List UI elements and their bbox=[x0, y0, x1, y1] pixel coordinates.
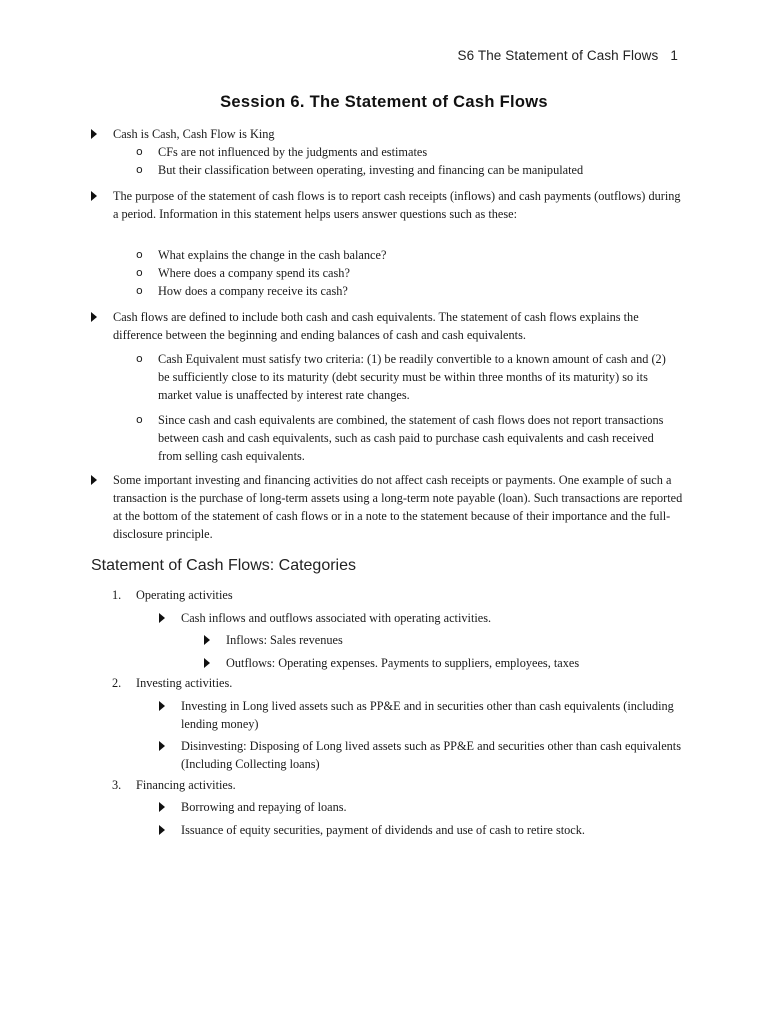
triangle-bullet-icon bbox=[159, 737, 165, 756]
running-header bbox=[458, 47, 678, 65]
circle-bullet-icon: o bbox=[136, 266, 143, 279]
triangle-bullet-icon bbox=[159, 697, 165, 716]
sub-bullet-text: Where does a company spend its cash? bbox=[158, 266, 350, 280]
bullet-item bbox=[113, 471, 683, 543]
sub-bullet-text: What explains the change in the cash balance? bbox=[158, 248, 387, 262]
sub-bullet-text: But their classification between operating, investing and financing can be manipulated bbox=[158, 163, 584, 177]
bullet-item bbox=[113, 187, 683, 223]
category-subpoint bbox=[226, 654, 686, 672]
item-number: 1. bbox=[112, 588, 122, 602]
page-title: Session 6. The Statement of Cash Flows bbox=[220, 93, 548, 111]
sub-bullet-text: How does a company receive its cash? bbox=[158, 284, 348, 298]
numbered-item bbox=[112, 586, 696, 604]
circle-bullet-icon: o bbox=[136, 145, 143, 158]
sub-bullet-item bbox=[136, 411, 678, 465]
point-text: Issuance of equity securities, payment of dividends and use of cash to retire stock. bbox=[181, 823, 585, 837]
triangle-bullet-icon bbox=[204, 654, 210, 673]
section-heading: Statement of Cash Flows: Categories bbox=[91, 557, 357, 574]
sub-bullet-item bbox=[136, 282, 678, 300]
triangle-bullet-icon bbox=[91, 187, 97, 206]
point-text: Borrowing and repaying of loans. bbox=[181, 800, 347, 814]
category-point bbox=[181, 798, 691, 816]
item-number: 2. bbox=[112, 676, 122, 690]
category-point bbox=[181, 609, 691, 627]
sub-bullet-item bbox=[136, 143, 678, 161]
bullet-text: Cash is Cash, Cash Flow is King bbox=[113, 127, 275, 141]
triangle-bullet-icon bbox=[91, 125, 97, 144]
circle-bullet-icon: o bbox=[136, 163, 143, 176]
sub-bullet-text: Cash Equivalent must satisfy two criteria: (1) be readily convertible to a known amount of cash and (2) be sufficiently close to its maturity (debt security must be within three months of its maturity) so its market value is unaffected by interest rate changes. bbox=[158, 352, 666, 402]
triangle-bullet-icon bbox=[159, 609, 165, 628]
bullet-text: Some important investing and financing activities do not affect cash receipts or payments. One example of such a transaction is the purchase of long-term assets using a long-term note payable (loan). Such transactions are reported at the bottom of the statement of cash flows or in a note to the statement because of their importance and the full-disclosure principle. bbox=[113, 473, 683, 541]
item-number: 3. bbox=[112, 778, 122, 792]
category-subpoint bbox=[226, 631, 686, 649]
triangle-bullet-icon bbox=[91, 471, 97, 490]
circle-bullet-icon: o bbox=[136, 284, 143, 297]
item-label: Financing activities. bbox=[136, 778, 236, 792]
item-label: Operating activities bbox=[136, 588, 233, 602]
point-text: Disinvesting: Disposing of Long lived assets such as PP&E and securities other than cash equivalents (Including Collecting loans) bbox=[181, 739, 681, 771]
sub-bullet-item bbox=[136, 246, 678, 264]
circle-bullet-icon: o bbox=[136, 248, 143, 261]
subpoint-text: Inflows: Sales revenues bbox=[226, 633, 343, 647]
sub-bullet-item bbox=[136, 350, 678, 404]
bullet-text: Cash flows are defined to include both cash and cash equivalents. The statement of cash flows explains the difference between the beginning and ending balances of cash and cash equivalents. bbox=[113, 310, 639, 342]
sub-bullet-text: CFs are not influenced by the judgments and estimates bbox=[158, 145, 428, 159]
running-title: S6 The Statement of Cash Flows bbox=[457, 48, 659, 63]
circle-bullet-icon: o bbox=[136, 352, 143, 365]
circle-bullet-icon: o bbox=[136, 413, 143, 426]
numbered-item bbox=[112, 776, 696, 794]
bullet-text: The purpose of the statement of cash flows is to report cash receipts (inflows) and cash payments (outflows) during a period. Information in this statement helps users answer questions such as these: bbox=[113, 189, 681, 221]
category-point bbox=[181, 821, 691, 839]
triangle-bullet-icon bbox=[159, 798, 165, 817]
point-text: Cash inflows and outflows associated with operating activities. bbox=[181, 611, 492, 625]
bullet-item bbox=[113, 308, 683, 344]
category-point bbox=[181, 737, 691, 773]
category-point bbox=[181, 697, 691, 733]
subpoint-text: Outflows: Operating expenses. Payments to suppliers, employees, taxes bbox=[226, 656, 580, 670]
page-number: 1 bbox=[670, 48, 678, 63]
sub-bullet-item bbox=[136, 161, 678, 179]
triangle-bullet-icon bbox=[91, 308, 97, 327]
triangle-bullet-icon bbox=[204, 631, 210, 650]
triangle-bullet-icon bbox=[159, 821, 165, 840]
numbered-item bbox=[112, 674, 696, 692]
sub-bullet-text: Since cash and cash equivalents are combined, the statement of cash flows does not report transactions between cash and cash equivalents, such as cash paid to purchase cash equivalents and cash received from selling cash equivalents. bbox=[158, 413, 664, 463]
point-text: Investing in Long lived assets such as PP&E and in securities other than cash equivalents (including lending money) bbox=[181, 699, 674, 731]
bullet-item bbox=[113, 125, 683, 143]
sub-bullet-item bbox=[136, 264, 678, 282]
item-label: Investing activities. bbox=[136, 676, 233, 690]
